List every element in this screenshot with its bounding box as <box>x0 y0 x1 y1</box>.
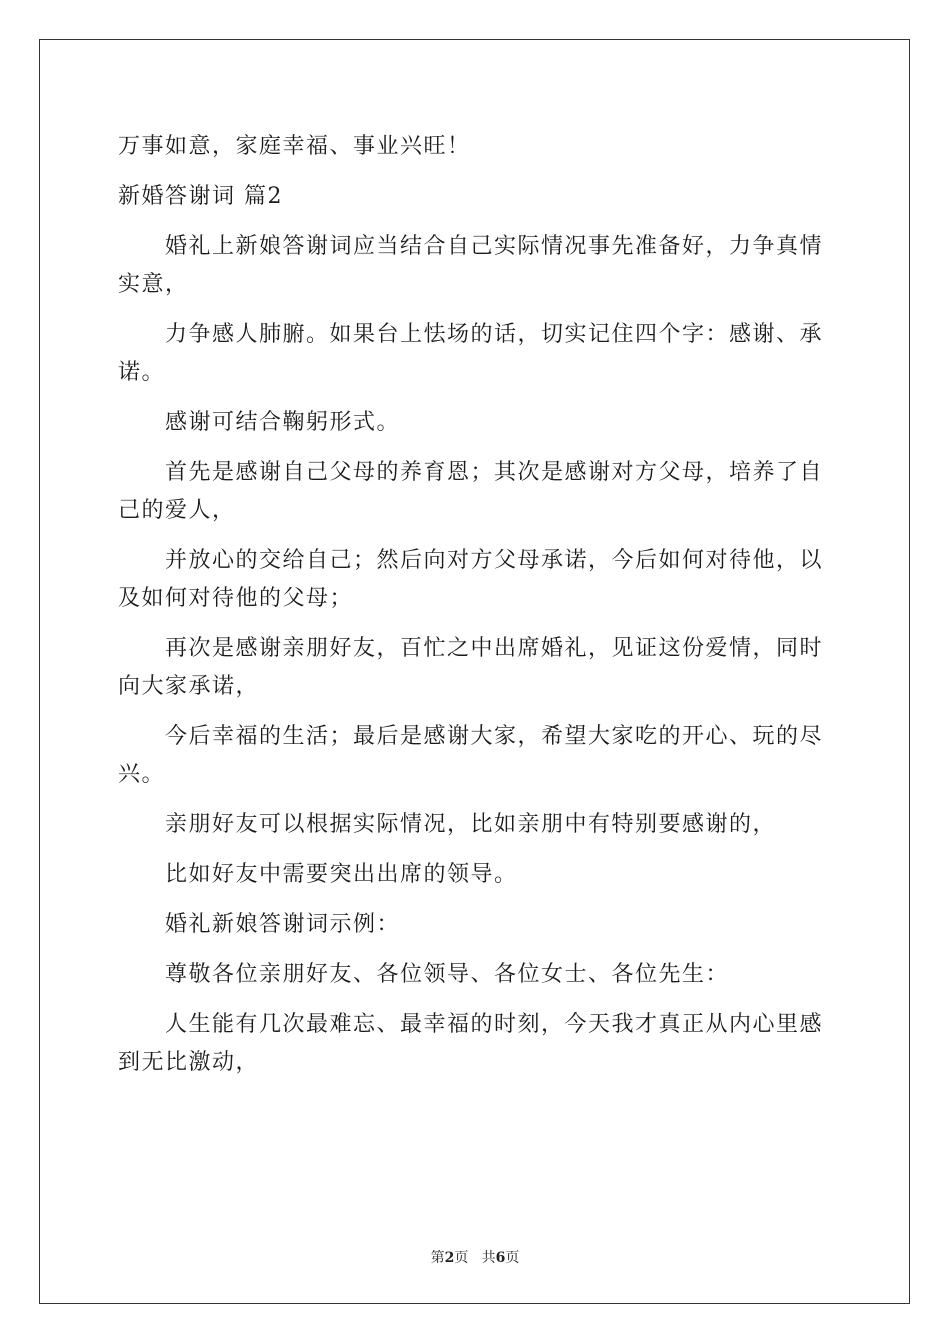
footer-total-prefix: 共 <box>481 1250 496 1266</box>
text-line: 并放心的交给自己；然后向对方父母承诺，今后如何对待他，以 <box>165 548 824 573</box>
text-line: 人生能有几次最难忘、最幸福的时刻，今天我才真正从内心里感 <box>165 1012 824 1037</box>
text-line: 婚礼新娘答谢词示例： <box>165 912 401 937</box>
text-line: 感谢可结合鞠躬形式。 <box>165 410 401 435</box>
text-line: 己的爱人， <box>118 498 236 523</box>
text-line: 今后幸福的生活；最后是感谢大家，希望大家吃的开心、玩的尽 <box>165 724 824 749</box>
text-line: 力争感人肺腑。如果台上怯场的话，切实记住四个字：感谢、承 <box>165 322 824 347</box>
current-page-number: 2 <box>444 1250 455 1266</box>
footer-page-suffix: 页 <box>454 1250 469 1266</box>
section-heading: 新婚答谢词 篇2 <box>118 184 283 209</box>
text-line: 诺。 <box>118 360 166 385</box>
text-line: 及如何对待他的父母； <box>118 586 354 611</box>
document-body <box>118 128 838 1082</box>
footer-total-suffix: 页 <box>505 1250 520 1266</box>
page-footer <box>0 1247 950 1267</box>
total-page-count: 6 <box>495 1250 506 1266</box>
text-line: 向大家承诺， <box>118 674 260 699</box>
text-line: 首先是感谢自己父母的养育恩；其次是感谢对方父母，培养了自 <box>165 460 824 485</box>
text-line: 万事如意，家庭幸福、事业兴旺！ <box>118 134 471 159</box>
text-line: 婚礼上新娘答谢词应当结合自己实际情况事先准备好，力争真情 <box>165 234 824 259</box>
text-line: 兴。 <box>118 762 166 787</box>
text-line: 到无比激动， <box>118 1050 260 1075</box>
text-line: 实意， <box>118 272 189 297</box>
text-line: 再次是感谢亲朋好友，百忙之中出席婚礼，见证这份爱情，同时 <box>165 636 824 661</box>
text-line: 比如好友中需要突出出席的领导。 <box>165 862 518 887</box>
text-line: 尊敬各位亲朋好友、各位领导、各位女士、各位先生： <box>165 962 730 987</box>
text-line: 亲朋好友可以根据实际情况，比如亲朋中有特别要感谢的， <box>165 812 777 837</box>
footer-prefix: 第 <box>430 1250 445 1266</box>
